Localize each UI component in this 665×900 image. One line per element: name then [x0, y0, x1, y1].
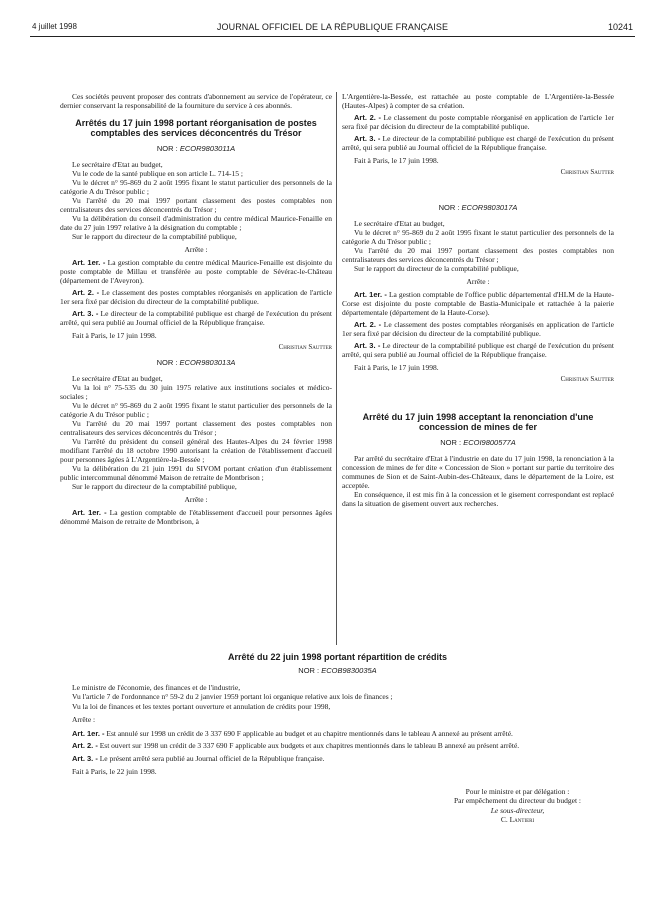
page-number: 10241	[607, 22, 633, 32]
preamble-line: Vu la délibération du conseil d'administration du centre médical Maurice-Fenaille en date du 27 juin 1997 relative à la désignation du comptable ;	[60, 214, 332, 232]
nor-label: NOR :	[156, 358, 178, 367]
arrete-heading: Arrête :	[184, 495, 208, 504]
nor-label: NOR :	[440, 438, 462, 447]
signatory-title: Le sous-directeur,	[490, 805, 545, 815]
article	[342, 341, 614, 359]
delegation-line: Pour le ministre et par délégation :	[465, 786, 570, 796]
nor-code: ECOR9803013A	[179, 358, 236, 367]
signatory-name: Christian Sautter	[560, 375, 614, 383]
article-label: Art. 3. -	[354, 134, 381, 143]
nor-reference	[342, 203, 614, 212]
article-label: Art. 3. -	[354, 341, 381, 350]
article	[60, 288, 332, 306]
nor-reference	[60, 666, 615, 676]
preamble-line: Vu l'arrêté du 20 mai 1997 portant classement des postes comptables non centralisateurs des services déconcentrés du Trésor ;	[60, 419, 332, 437]
nor-reference	[342, 438, 614, 447]
preamble-line: Sur le rapport du directeur de la comptabilité publique,	[354, 264, 519, 273]
article-text: Le classement des postes comptables réorganisés en application de l'article 1er sera fixé par décision du directeur de la comptabilité publique.	[342, 320, 615, 338]
arrete-heading: Arrête :	[466, 277, 490, 286]
nor-code: ECOB9830035A	[321, 666, 377, 675]
article-label: Art. 2. -	[354, 113, 382, 122]
preamble-line: Sur le rapport du directeur de la comptabilité publique,	[72, 232, 237, 241]
signature-date: Fait à Paris, le 17 juin 1998.	[72, 331, 157, 340]
article	[60, 754, 615, 764]
article-text: Est annulé sur 1998 un crédit de 3 337 690 F applicable au budget et au chapitre mentionnés dans le tableau A annexé au présent arrêté.	[106, 728, 513, 738]
right-column	[342, 92, 614, 508]
article	[60, 309, 332, 327]
article-text: Le directeur de la comptabilité publique est chargé de l'exécution du présent arrêté, qui sera publié au Journal officiel de la République française.	[60, 309, 332, 327]
article	[342, 134, 614, 152]
preamble-line: Vu l'article 7 de l'ordonnance n° 59-2 du 2 janvier 1959 portant loi organique relative aux lois de finances ;	[72, 692, 393, 701]
article	[342, 320, 614, 338]
preamble-line: Le secrétaire d'Etat au budget,	[72, 160, 163, 169]
article	[342, 113, 614, 131]
signatory-name: C. Lantieri	[500, 815, 535, 824]
article-label: Art. 3. -	[72, 309, 99, 318]
article-label: Art. 1er. -	[72, 258, 106, 267]
header-date: 4 juillet 1998	[32, 22, 77, 31]
signature-date: Fait à Paris, le 22 juin 1998.	[72, 767, 157, 776]
article-label: Art. 2. -	[354, 320, 382, 329]
article-text: La gestion comptable du centre médical Maurice-Fenaille est disjointe du poste comptable de Millau et transférée au poste comptable de Sévérac-le-Château (département de l'Aveyron).	[60, 258, 332, 285]
article-text: Le directeur de la comptabilité publique est chargé de l'exécution du présent arrêté, qui sera publié au Journal officiel de la République française.	[342, 341, 614, 359]
article	[342, 290, 614, 317]
left-column	[60, 92, 332, 526]
preamble-line: Vu la loi n° 75-535 du 30 juin 1975 relative aux institutions sociales et médico-sociales ;	[60, 383, 332, 401]
page-header	[30, 22, 635, 37]
article	[60, 258, 332, 285]
preamble-line: Vu le code de la santé publique en son article L. 714-15 ;	[72, 169, 243, 178]
article-label: Art. 1er. -	[72, 728, 105, 738]
signatory-name: Christian Sautter	[560, 168, 614, 176]
intro-paragraph: Ces sociétés peuvent proposer des contrats d'abonnement au service de l'opérateur, ce dernier conservant la responsabilité de la fourniture du service à ces abonnés.	[60, 92, 332, 110]
signature-date: Fait à Paris, le 17 juin 1998.	[354, 363, 439, 372]
article-text: Le présent arrêté sera publié au Journal officiel de la République française.	[99, 753, 325, 763]
section-title-reorganisation: Arrêtés du 17 juin 1998 portant réorganisation de postes comptables des services déconcentrés du Trésor	[75, 118, 317, 138]
nor-code: ECOR9803017A	[461, 203, 518, 212]
preamble-line: Vu la loi de finances et les textes portant ouverture et annulation de crédits pour 1998,	[72, 701, 331, 711]
preamble-line: Vu le décret n° 95-869 du 2 août 1995 fixant le statut particulier des personnels de la catégorie A du Trésor public ;	[60, 401, 332, 419]
preamble-line: Vu le décret n° 95-869 du 2 août 1995 fixant le statut particulier des personnels de la catégorie A du Trésor public ;	[342, 228, 614, 246]
article-label: Art. 1er. -	[72, 508, 107, 517]
article	[60, 741, 615, 751]
article-text: La gestion comptable de l'office public départemental d'HLM de la Haute-Corse est disjointe du poste comptable de Bastia-Municipale et rattachée à la paierie départementale (département de la Haute-Corse).	[342, 290, 615, 317]
nor-reference	[60, 144, 332, 153]
article-text: Le directeur de la comptabilité publique est chargé de l'exécution du présent arrêté, qui sera publié au Journal officiel de la République française.	[342, 134, 614, 152]
article-text: Le classement du poste comptable réorganisé en application de l'article 1er sera fixé par décision du directeur de la comptabilité publique.	[342, 113, 614, 131]
nor-label: NOR :	[298, 666, 320, 675]
signatory-name: Christian Sautter	[278, 343, 332, 351]
preamble-line: Sur le rapport du directeur de la comptabilité publique,	[72, 482, 237, 491]
preamble-line: Vu l'arrêté du 20 mai 1997 portant classement des postes comptables non centralisateurs des services déconcentrés du Trésor ;	[60, 196, 332, 214]
preamble-line: Vu la délibération du 21 juin 1991 du SIVOM portant création d'un établissement public intercommunal dénommé Maison de retraite de Montbrison ;	[60, 464, 332, 482]
article-label: Art. 3. -	[72, 753, 98, 763]
nor-code: ECOI9800577A	[463, 438, 516, 447]
article	[60, 508, 332, 526]
delegation-line: Par empêchement du directeur du budget :	[453, 796, 582, 805]
nor-label: NOR :	[156, 144, 178, 153]
article-text: Le classement des postes comptables réorganisés en application de l'article 1er sera fixé par décision du directeur de la comptabilité publique.	[60, 288, 333, 306]
arrete-heading: Arrête :	[72, 715, 96, 724]
signature-date: Fait à Paris, le 17 juin 1998.	[354, 156, 439, 165]
continuation-paragraph: L'Argentière-la-Bessée, est rattachée au poste comptable de L'Argentière-la-Bessée (Hautes-Alpes) à compter de sa création.	[342, 92, 614, 110]
preamble-line: Vu l'arrêté du 20 mai 1997 portant classement des postes comptables non centralisateurs des services déconcentrés du Trésor ;	[342, 246, 614, 264]
preamble-line: Le ministre de l'économie, des finances et de l'industrie,	[72, 682, 241, 692]
body-paragraph: En conséquence, il est mis fin à la concession et le gisement correspondant est replacé dans la situation de gisement ouvert aux recherches.	[342, 490, 614, 508]
section-title-credits: Arrêté du 22 juin 1998 portant répartition de crédits	[227, 652, 448, 662]
column-divider	[336, 92, 337, 645]
nor-code: ECOR9803011A	[179, 144, 236, 153]
signature-block	[420, 787, 615, 825]
preamble-line: Vu le décret n° 95-869 du 2 août 1995 fixant le statut particulier des personnels de la catégorie A du Trésor public ;	[60, 178, 332, 196]
article-label: Art. 2. -	[72, 741, 98, 750]
preamble-line: Le secrétaire d'Etat au budget,	[354, 219, 445, 228]
preamble-line: Le secrétaire d'Etat au budget,	[72, 374, 163, 383]
article-text: La gestion comptable de l'établissement d'accueil pour personnes âgées dénommé Maison de retraite de Montbrison, à	[60, 508, 333, 526]
body-paragraph: Par arrêté du secrétaire d'Etat à l'industrie en date du 17 juin 1998, la renonciation à la concession de mines de fer dite « Concession de Sion » portant sur partie du territoire des communes de Sion et de Saint-Aubin-des-Châteaux, dans le département de la Loire, est acceptée.	[342, 454, 614, 490]
nor-label: NOR :	[438, 203, 460, 212]
article-label: Art. 2. -	[72, 288, 100, 297]
article	[60, 729, 615, 739]
nor-reference	[60, 358, 332, 367]
arrete-heading: Arrête :	[184, 245, 208, 254]
journal-title: JOURNAL OFFICIEL DE LA RÉPUBLIQUE FRANÇAISE	[216, 22, 449, 32]
credit-distribution-section	[60, 652, 615, 825]
article-text: Est ouvert sur 1998 un crédit de 3 337 690 F applicable aux budgets et aux chapitres mentionnés dans le tableau B annexé au présent arrêté.	[99, 741, 520, 750]
section-title-mines: Arrêté du 17 juin 1998 acceptant la renonciation d'une concession de mines de fer	[362, 412, 594, 432]
article-label: Art. 1er. -	[354, 290, 387, 299]
preamble-line: Vu l'arrêté du président du conseil général des Hautes-Alpes du 24 février 1998 modifiant l'arrêté du 18 octobre 1990 autorisant la création de l'établissement d'accueil pour personnes âgées à L'Argentière-la-Bessée ;	[60, 437, 332, 464]
